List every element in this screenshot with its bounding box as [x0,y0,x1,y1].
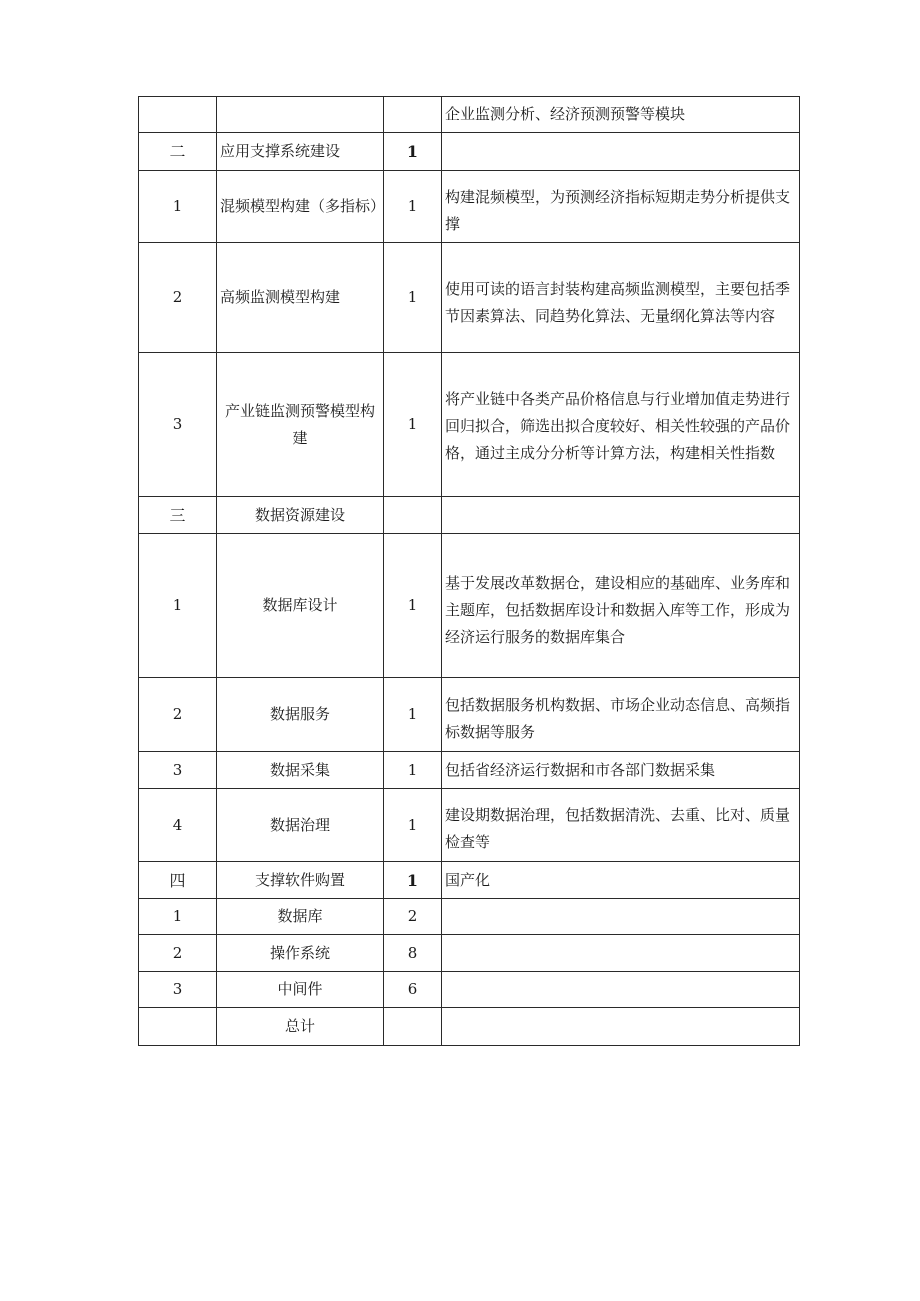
item-name: 数据治理 [217,789,384,862]
total-label: 总计 [217,1008,384,1046]
section-row [139,133,800,171]
item-quantity: 1 [384,243,442,353]
item-quantity: 1 [384,752,442,789]
item-quantity: 8 [384,935,442,972]
item-quantity: 6 [384,972,442,1008]
section-number: 四 [139,862,217,899]
item-quantity: 2 [384,899,442,935]
item-name: 混频模型构建（多指标） [217,171,384,243]
item-description [442,899,800,935]
table-row [139,789,800,862]
item-quantity: 1 [384,353,442,497]
item-name: 数据采集 [217,752,384,789]
table-row [139,752,800,789]
section-quantity [384,497,442,534]
item-quantity: 1 [384,171,442,243]
item-description: 使用可读的语言封装构建高频监测模型，主要包括季节因素算法、同趋势化算法、无量纲化算法等内容 [442,243,800,353]
item-description: 包括数据服务机构数据、市场企业动态信息、高频指标数据等服务 [442,678,800,752]
item-name: 中间件 [217,972,384,1008]
section-number: 三 [139,497,217,534]
item-description: 建设期数据治理，包括数据清洗、去重、比对、质量检查等 [442,789,800,862]
budget-table [138,96,800,1046]
item-description: 基于发展改革数据仓，建设相应的基础库、业务库和主题库，包括数据库设计和数据入库等工作，形成为经济运行服务的数据库集合 [442,534,800,678]
table-row [139,243,800,353]
row-number: 4 [139,789,217,862]
row-number [139,97,217,133]
row-number: 2 [139,678,217,752]
section-name: 数据资源建设 [217,497,384,534]
table-row [139,678,800,752]
table-row [139,935,800,972]
row-number: 3 [139,972,217,1008]
item-quantity: 1 [384,678,442,752]
total-row [139,1008,800,1046]
item-description: 企业监测分析、经济预测预警等模块 [442,97,800,133]
section-row [139,862,800,899]
section-number: 二 [139,133,217,171]
table-row [139,97,800,133]
item-name: 产业链监测预警模型构建 [217,353,384,497]
item-name [217,97,384,133]
section-name: 应用支撑系统建设 [217,133,384,171]
row-number: 1 [139,171,217,243]
item-description: 将产业链中各类产品价格信息与行业增加值走势进行回归拟合，筛选出拟合度较好、相关性较强的产品价格，通过主成分分析等计算方法，构建相关性指数 [442,353,800,497]
row-number: 2 [139,935,217,972]
table-row [139,899,800,935]
item-name: 数据库设计 [217,534,384,678]
row-number [139,1008,217,1046]
row-number: 1 [139,534,217,678]
section-description: 国产化 [442,862,800,899]
section-row [139,497,800,534]
section-quantity: 1 [384,862,442,899]
section-description [442,133,800,171]
table-row [139,353,800,497]
row-number: 2 [139,243,217,353]
item-description: 构建混频模型，为预测经济指标短期走势分析提供支撑 [442,171,800,243]
item-name: 高频监测模型构建 [217,243,384,353]
item-name: 数据服务 [217,678,384,752]
item-name: 操作系统 [217,935,384,972]
total-description [442,1008,800,1046]
section-description [442,497,800,534]
table-row [139,972,800,1008]
total-quantity [384,1008,442,1046]
row-number: 3 [139,353,217,497]
item-description [442,972,800,1008]
table-row [139,534,800,678]
section-name: 支撑软件购置 [217,862,384,899]
row-number: 3 [139,752,217,789]
item-name: 数据库 [217,899,384,935]
row-number: 1 [139,899,217,935]
item-quantity: 1 [384,789,442,862]
item-quantity: 1 [384,534,442,678]
item-quantity [384,97,442,133]
item-description: 包括省经济运行数据和市各部门数据采集 [442,752,800,789]
section-quantity: 1 [384,133,442,171]
item-description [442,935,800,972]
table-row [139,171,800,243]
